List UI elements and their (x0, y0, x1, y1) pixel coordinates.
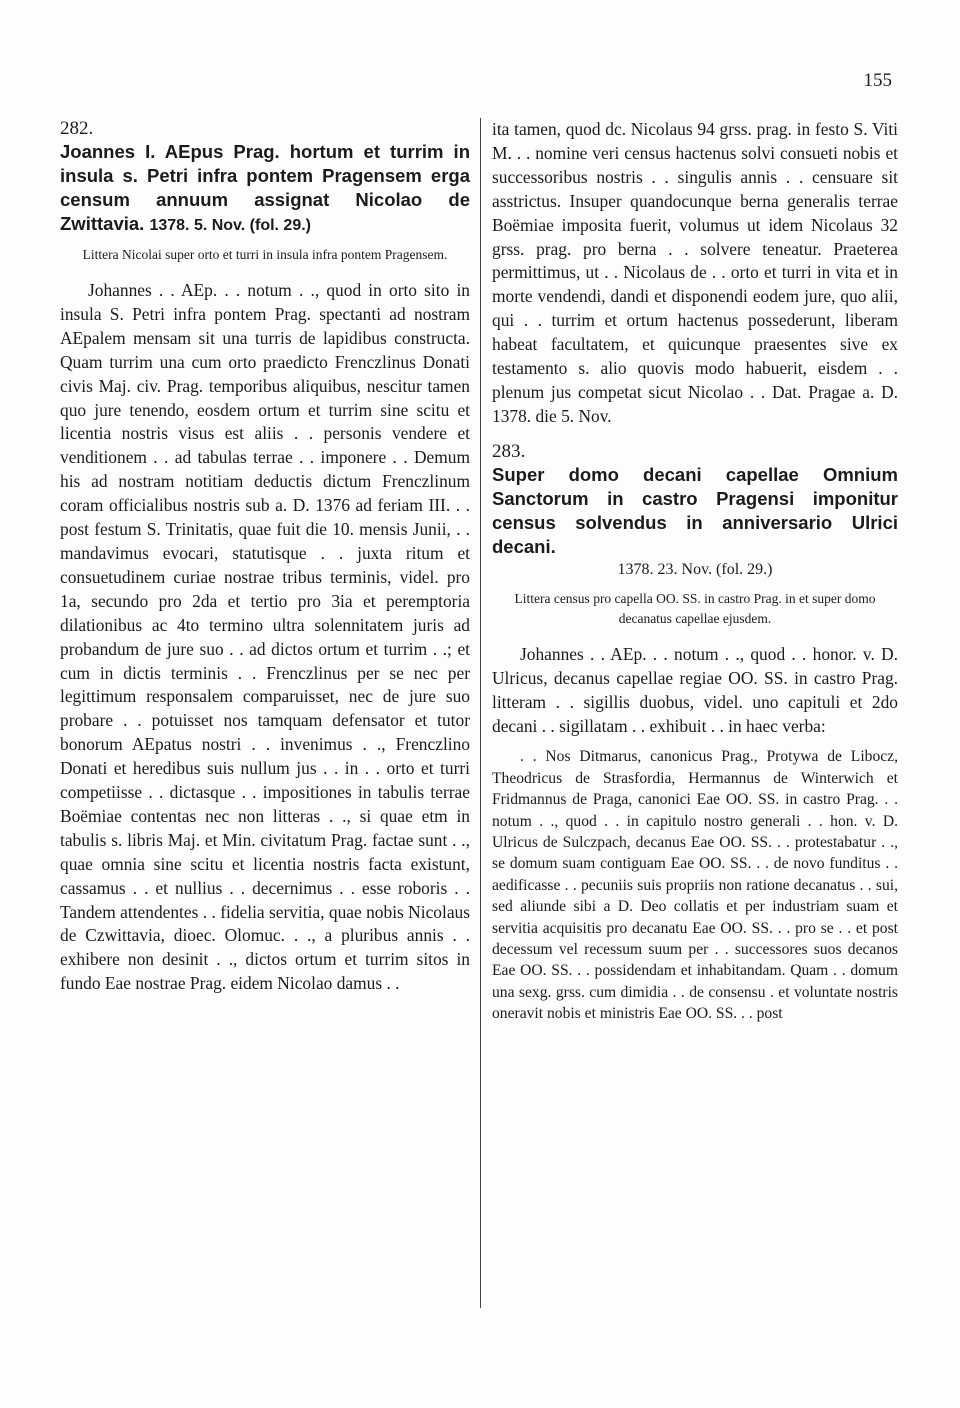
document-body: Johannes . . AEp. . . notum . ., quod in orto sito in insula S. Petri infra pontem Prag. spectanti ad nostram AEpalem mensam sit una turris de lapidibus constructa. Quam turrim una cum orto praedicto Frenczlinus Donati civis Maj. civ. Prag. temporibus aliquibus, nescitur tamen quo jure tenendo, eosdem ortum et turrim sine scitu et licentia nostris visus est aliis . . personis vendere et venditionem . . ad tabulas terrae . . imponere . . Demum his ad nostram notitiam deductis dictum Frenczlinum coram officialibus nostris sub a. D. 1376 ad feriam III. . . post festum S. Trinitatis, quae fuit die 10. mensis Junii, . . mandavimus evocari, statutisque . . juxta ritum et consuetudinem curiae nostrae tribus terminis, videl. pro 1a, secundo pro 2da et tertio pro 3ia et peremptoria dilationibus ac 4to termino ultra solennitatem juris ad probandum de jure suo . . ad dictos ortum et turrim . .; et cum in dictis terminis . . Frenczlinus per se nec per legittimum responsalem comparuisset, nec de jure suo probare . . potuisset nos tamquam defensator et tutor bonorum AEpatus nostri . . invenimus . ., Frenczlino Donati et heredibus suis nullum jus . . in . . orto et turri competiisse . . dictasque . . impositiones in tabulis terrae Boëmiae contentas nec non litteras . ., si quae etm in tabulis s. libris Maj. et Min. civitatum Prag. factae sunt . ., quae omnia sine scitu et licentia nostris facta existunt, cassamus . . et nullius . . decernimus . . esse roboris . . Tandem attendentes . . fidelia servitia, quae nobis Nicolaus de Czwittavia, dioec. Olomuc. . ., a pluribus annis . . exhibere non desinit . ., dictos ortum et turrim sitos in fundo Eae nostrae Prag. eidem Nicolao damus . . (60, 280, 470, 994)
document-date: 1378. 5. Nov. (fol. 29.) (149, 217, 311, 234)
document-date: 1378. 23. Nov. (fol. 29.) (617, 560, 773, 578)
document-body: Johannes . . AEp. . . notum . ., quod . . honor. v. D. Ulricus, decanus capellae regiae OO. SS. in castro Prag. litteram . . sigillis duobus, videl. uno capituli et 2do decani . . sigillatam . . exhibuit . . in haec verba: (492, 643, 898, 736)
left-column (60, 118, 470, 996)
right-column (492, 118, 898, 1025)
document-number: 282. (60, 118, 94, 139)
document-number: 283. (492, 440, 526, 462)
column-divider (480, 118, 481, 1308)
document-heading: Joannes I. AEpus Prag. hortum et turrim in insula s. Petri infra pontem Pragensem erga censum annuum assignat Nicolao de Zwittavia. 1378. 5. Nov. (fol. 29.) (60, 141, 470, 234)
document-subtitle: Littera census pro capella OO. SS. in castro Prag. in et super domo decanatus capellae ejusdem. (514, 590, 876, 626)
document-subtitle: Littera Nicolai super orto et turri in insula infra pontem Pragensem. (82, 247, 448, 262)
continuation-text: ita tamen, quod dc. Nicolaus 94 grss. prag. in festo S. Viti M. . . nomine veri census hactenus solvi consueti nobis et successoribus nostris . . singulis annis . . censuare sit asstrictus. Insuper quandocunque berna generalis terrae Boëmiae imposita fuerit, volumus ut idem Nicolaus 32 grss. prag. pro berna . . solvere teneatur. Praeterea permittimus, ut . . Nicolaus de . . orto et turri in vita et in morte vendendi, dandi et disponendi eodem jure, quo alii, qui . . turrim et ortum hactenus possederunt, liberam habeat facultatem, et quicunque praesentes sive ex testamento s. alio quovis modo habuerit, eisdem . . plenum jus competat sicut Nicolao . . Dat. Pragae a. D. 1378. die 5. Nov. (492, 119, 898, 426)
page-number: 155 (863, 70, 892, 91)
quoted-charter: . . Nos Ditmarus, canonicus Prag., Protywa de Libocz, Theodricus de Strasfordia, Hermannus de Winterwich et Fridmannus de Praga, canonici Eae OO. SS. in castro Prag. . . notum . ., quod . . in capitulo nostro generali . . hon. v. D. Ulricus de Sulczpach, decanus Eae OO. SS. . . protestabatur . ., se domum suam contiguam Eae OO. SS. . . de novo funditus . . aedificasse . . pecuniis suis propriis non ratione decanatus . . sui, sed aliunde sibi a D. Deo collatis et per industriam suam et servitia acquisitis pro decanatu Eae OO. SS. . . pro se . . et post decessum vel recessum suum per . . successores suos decanos Eae OO. SS. . . possidendam et inhabitandam. Quam . . domum una sexg. grss. cum dimidia . . de consensu . et voluntate nostris oneravit nobis et ministris Eae OO. SS. . . post (492, 748, 898, 1023)
document-heading: Super domo decani capellae Omnium Sanctorum in castro Pragensi imponitur census solvendus in anniversario Ulrici decani. (492, 463, 898, 557)
